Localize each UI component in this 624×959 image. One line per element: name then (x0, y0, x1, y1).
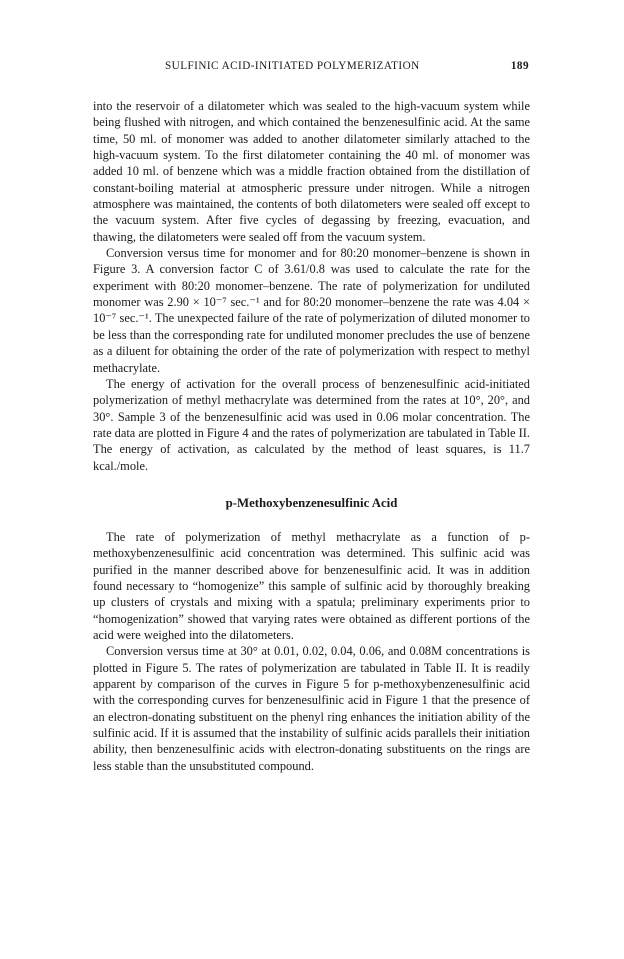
paragraph-activation-energy: The energy of activation for the overall process of benzenesulfinic acid-initiated polymerization of methyl methacrylate was determined from the rates at 10°, 20°, and 30°. Sample 3 of the benzenesulfinic acid was used in 0.06 molar concentration. The rate data are plotted in Figure 4 and the rates of polymerization are tabulated in Table II. The energy of activation, as calculated by the method of least squares, is 11.7 kcal./mole. (93, 376, 530, 473)
page-number: 189 (510, 60, 529, 72)
paragraph-conversion-rate: Conversion versus time for monomer and for 80:20 monomer–benzene is shown in Figure 3. A conversion factor C of 3.61/0.8 was used to calculate the rate for the experiment with 80:20 monomer–benzene. The rate of polymerization for undiluted monomer was 2.90 × 10⁻⁷ sec.⁻¹ and for 80:20 monomer–benzene the rate was 4.04 × 10⁻⁷ sec.⁻¹. The unexpected failure of the rate of polymerization of diluted monomer to be less than the corresponding rate for undiluted monomer precludes the use of benzene as a diluent for obtaining the order of the rate of polymerization with respect to methyl methacrylate. (93, 246, 530, 375)
page (93, 60, 530, 774)
paragraph-continuation: into the reservoir of a dilatometer which was sealed to the high-vacuum system while being flushed with nitrogen, and which contained the benzenesulfinic acid. At the same time, 50 ml. of monomer was added to another dilatometer similarly attached to the high-vacuum system. To the first dilatometer containing the 40 ml. of monomer was added 10 ml. of benzene which was a middle fraction obtained from the distillation of constant-boiling material at atmospheric pressure under nitrogen. While a nitrogen atmosphere was maintained, the contents of both dilatometers were sealed off except to the vacuum system. After five cycles of degassing by freezing, evacuation, and thawing, the dilatometers were sealed off from the vacuum system. (93, 99, 530, 244)
section-heading: p-Methoxybenzenesulfinic Acid (225, 495, 398, 510)
paragraph-methoxy-rate: The rate of polymerization of methyl methacrylate as a function of p-methoxybenzenesulfinic acid concentration was determined. This sulfinic acid was purified in the manner described above for benzenesulfinic acid. It was in addition found necessary to “homogenize” this sample of sulfinic acid by thoroughly breaking up clusters of crystals and mixing with a spatula; preliminary experiments prior to “homogenization” showed that varying rates were obtained as different portions of the acid were weighed into the dilatometers. (93, 529, 530, 642)
paragraph-methoxy-conversion: Conversion versus time at 30° at 0.01, 0.02, 0.04, 0.06, and 0.08M concentrations is plotted in Figure 5. The rates of polymerization are tabulated in Table II. It is readily apparent by comparison of the curves in Figure 5 for p-methoxybenzenesulfinic acid with the corresponding curves for benzenesulfinic acid in Figure 1 that the presence of an electron-donating substituent on the phenyl ring enhances the initiation ability of the sulfinic acid. If it is assumed that the instability of sulfinic acids parallels their initiation ability, then benzenesulfinic acids with electron-donating substituents on the rings are less stable than the unsubstituted compound. (93, 644, 530, 773)
running-title: SULFINIC ACID-INITIATED POLYMERIZATION (165, 60, 420, 72)
running-header (93, 60, 530, 76)
body-text (93, 98, 530, 774)
